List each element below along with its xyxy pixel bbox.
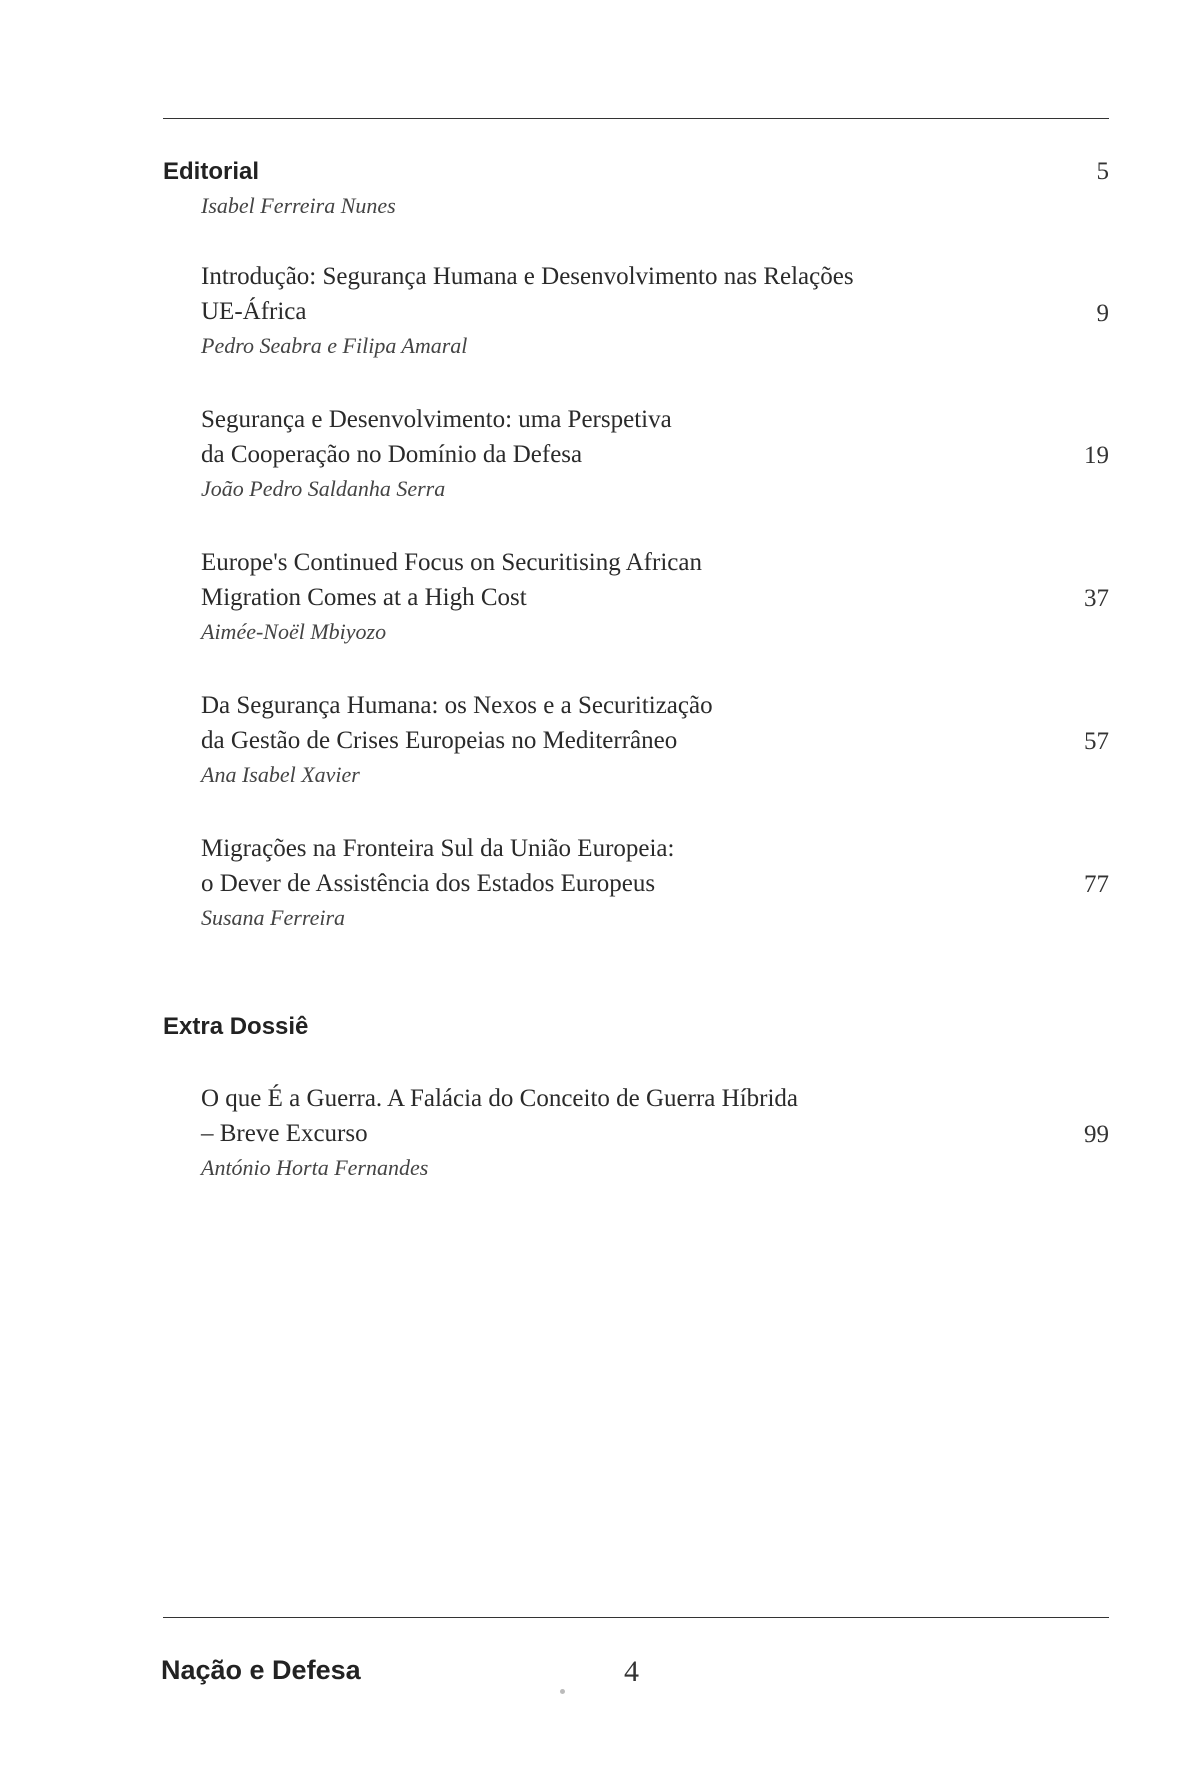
entry-title-line: O que É a Guerra. A Falácia do Conceito de Guerra Híbrida [201, 1085, 799, 1112]
entry-page-number: 9 [1096, 300, 1109, 327]
toc-entry[interactable] [201, 402, 1001, 506]
entry-author: Ana Isabel Xavier [201, 762, 360, 787]
entry-title-line: Migration Comes at a High Cost [201, 584, 527, 611]
entry-title-line: Europe's Continued Focus on Securitising African [201, 549, 702, 576]
entry-page-number: 19 [1084, 442, 1109, 469]
entry-title-line: Introdução: Segurança Humana e Desenvolvimento nas Relações [201, 263, 854, 290]
entry-title-line: o Dever de Assistência dos Estados Europeus [201, 870, 656, 897]
toc-entry[interactable] [201, 545, 1001, 649]
bottom-divider [163, 1617, 1109, 1618]
entry-page-number: 57 [1084, 728, 1109, 755]
toc-entry[interactable] [201, 259, 1001, 363]
entry-author: Susana Ferreira [201, 905, 346, 930]
entry-title-line: Migrações na Fronteira Sul da União Europeia: [201, 835, 675, 862]
entry-page-number: 99 [1084, 1121, 1109, 1148]
entry-title-line: Da Segurança Humana: os Nexos e a Securitização [201, 692, 713, 719]
extra-dossie-heading: Extra Dossiê [163, 1013, 309, 1040]
entry-author: João Pedro Saldanha Serra [201, 476, 446, 501]
editorial-author: Isabel Ferreira Nunes [201, 193, 396, 218]
toc-entry[interactable] [201, 1081, 1001, 1185]
toc-entry[interactable] [201, 831, 1001, 935]
editorial-page-number: 5 [1096, 158, 1109, 185]
entry-page-number: 77 [1084, 871, 1109, 898]
entry-author: António Horta Fernandes [201, 1155, 429, 1180]
footer-page-number: 4 [624, 1655, 639, 1688]
entry-title-line: da Cooperação no Domínio da Defesa [201, 441, 583, 468]
editorial-heading: Editorial [163, 158, 260, 185]
entry-author: Aimée-Noël Mbiyozo [201, 619, 387, 644]
journal-title: Nação e Defesa [161, 1655, 361, 1685]
scan-speck [560, 1689, 565, 1694]
entry-title-line: UE-África [201, 298, 307, 325]
entry-author: Pedro Seabra e Filipa Amaral [201, 333, 468, 358]
entry-title-line: Segurança e Desenvolvimento: uma Perspetiva [201, 406, 672, 433]
toc-entry[interactable] [201, 688, 1001, 792]
entry-title-line: da Gestão de Crises Europeias no Mediterrâneo [201, 727, 678, 754]
entry-title-line: – Breve Excurso [201, 1120, 368, 1147]
entry-page-number: 37 [1084, 585, 1109, 612]
top-divider [163, 118, 1109, 119]
